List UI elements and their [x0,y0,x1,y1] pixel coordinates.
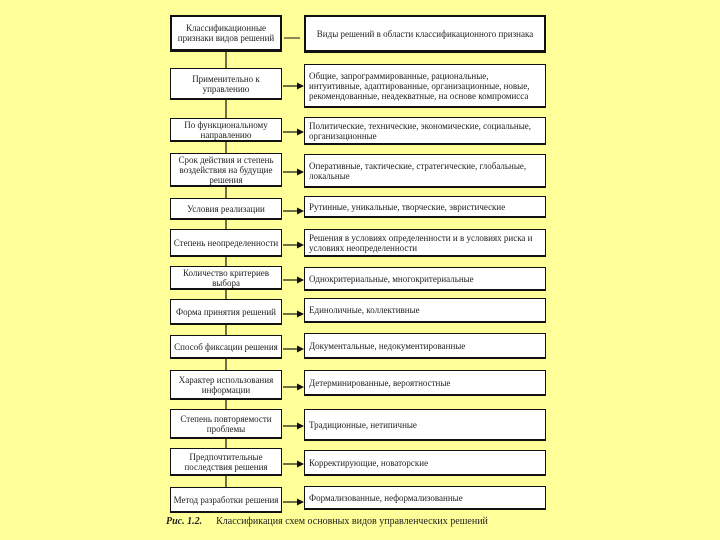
criterion-box [170,299,282,325]
criterion-box [170,68,282,100]
header-types-label: Виды решений в области классификационного признака [316,28,534,39]
decision-types-box [304,450,546,476]
decision-types-label: Единоличные, коллективные [309,305,420,315]
decision-types-box [304,154,546,188]
criterion-label: Степень неопределенности [173,237,279,248]
row-arrow-head [297,83,304,90]
criterion-box [170,118,282,142]
decision-types-label: Однокритериальные, многокритериальные [309,273,474,284]
decision-types-label: Политические, технические, экономические, социальные, организационные [309,120,531,141]
row-arrow-head [297,277,304,284]
criterion-label: Степень повторяемости проблемы [180,413,272,434]
criterion-label: Метод разработки решения [173,494,279,505]
decision-types-label: Формализованные, неформализованные [309,492,463,503]
row-arrow-head [297,499,304,506]
criterion-box [170,198,282,220]
decision-types-box [304,64,546,108]
criterion-label: Срок действия и степень воздействия на будущие решения [178,154,274,185]
row-arrow-head [297,169,304,176]
criterion-label: Характер использования информации [178,374,274,395]
decision-types-label: Документальные, недокументированные [309,340,466,351]
criterion-box [170,409,282,439]
criterion-box [170,335,282,359]
decision-types-box [304,409,546,441]
decision-types-label: Оперативные, тактические, стратегические, глобальные, локальные [309,160,527,181]
decision-types-label: Рутинные, уникальные, творческие, эвристические [309,201,506,212]
row-arrow-head [297,384,304,391]
criterion-label: Количество критериев выбора [182,267,270,288]
criterion-label: Форма принятия решений [176,306,276,317]
figure-caption [166,516,488,527]
decision-types-label: Общие, запрограммированные, рациональные, интуитивные, адаптированные, организационные, новые, рекомендованные, неадекватные, на основе компромисса [309,70,530,101]
caption-text: Классификация схем основных видов управленческих решений [216,516,488,527]
decision-types-box [304,298,546,323]
decision-types-box [304,370,546,396]
header-criteria-label: Классификационные признаки видов решений [177,23,275,43]
criterion-label: Способ фиксации решения [174,341,278,352]
decision-types-label: Решения в условиях определенности и в условиях риска и условиях неопределенности [309,232,533,253]
decision-types-box [304,267,546,291]
criterion-label: Предпочтительные последствия решения [184,451,268,472]
row-arrow-head [297,311,304,318]
criterion-box [170,153,282,187]
criterion-label: Условия реализации [187,203,265,214]
criterion-label: Применительно к управлению [192,73,260,94]
row-arrow-head [297,423,304,430]
row-arrow-head [297,346,304,353]
criterion-label: По функциональному направлению [184,119,268,140]
criterion-box [170,370,282,400]
criterion-box [170,266,282,290]
criterion-box [170,487,282,513]
decision-types-label: Корректирующие, новаторские [309,457,429,468]
caption-label: Рис. 1.2. [166,516,203,527]
decision-types-box [304,196,546,218]
criterion-box [170,229,282,257]
decision-types-box [304,486,546,510]
decision-types-label: Детерминированные, вероятностные [309,377,451,388]
decision-types-box [304,229,546,257]
row-arrow-head [297,461,304,468]
decision-types-label: Традиционные, нетипичные [309,419,417,430]
criterion-box [170,448,282,476]
row-arrow-head [297,129,304,136]
decision-types-box [304,333,546,359]
decision-types-box [304,117,546,145]
row-arrow-head [297,242,304,249]
row-arrow-head [297,208,304,215]
